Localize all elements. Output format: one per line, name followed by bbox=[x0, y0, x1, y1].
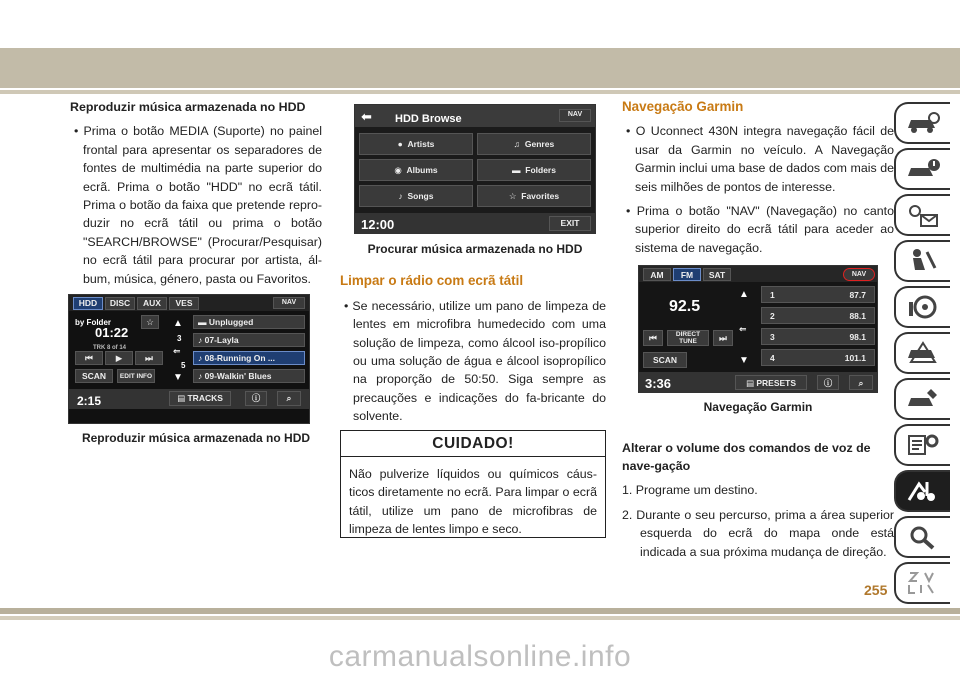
albums-button[interactable] bbox=[359, 159, 473, 181]
garmin-section-title: Navegação Garmin bbox=[622, 99, 744, 114]
tab-car-road[interactable] bbox=[894, 332, 950, 374]
step-1: 1. Programe um destino. bbox=[622, 483, 758, 498]
play-button[interactable]: ▶ bbox=[105, 351, 133, 365]
favorites-button[interactable] bbox=[477, 185, 591, 207]
presets-label: PRESETS bbox=[756, 377, 797, 388]
step-2: 2. Durante o seu percurso, prima a área superior esquerda do ecrã do mapa onde está indicada a sua próxima mudança de direção. bbox=[622, 507, 894, 559]
cleaning-section-title: Limpar o rádio com ecrã tátil bbox=[340, 273, 524, 289]
tab-disc[interactable]: DISC bbox=[105, 297, 135, 310]
tab-warning-lights[interactable] bbox=[894, 148, 950, 190]
preset-frequency: 98.1 bbox=[849, 331, 866, 342]
up-arrow-icon[interactable]: ▲ bbox=[173, 318, 183, 330]
list-icon: ▤ bbox=[745, 377, 757, 388]
hdd-play-bullet: • Prima o botão MEDIA (Suporte) no painel frontal para apresentar os separadores de fontes de multimédia na parte superior do ecrã. Prima o botão "HDD" no ecrã tátil. Prima o botão da faixa que pretende repro-duzir no ecrã tátil ou prima o botão "SEARCH/BROWSE" (Procurar/Pesquisar) no ecrã tátil para procurar por artista, ál-bum, música, género, pasta ou Favoritos. bbox=[74, 124, 322, 286]
column-3 bbox=[622, 98, 894, 561]
folders-label: Folders bbox=[525, 164, 556, 175]
track-layla[interactable] bbox=[193, 333, 305, 347]
bottom-line bbox=[0, 608, 960, 614]
radio-screen bbox=[638, 265, 878, 393]
track-label: 08-Running On ... bbox=[204, 352, 275, 363]
tab-steering-wheel[interactable] bbox=[894, 286, 950, 328]
hdd-browse-screen bbox=[354, 104, 596, 234]
folder-label: by Folder bbox=[75, 318, 112, 328]
down-arrow-icon[interactable]: ▼ bbox=[173, 372, 183, 384]
preset-frequency: 87.7 bbox=[849, 289, 866, 300]
info-button[interactable]: ⓘ bbox=[817, 375, 839, 390]
warning-lights-icon bbox=[905, 156, 941, 182]
bottom-line-light bbox=[0, 616, 960, 620]
page-number: 255 bbox=[864, 582, 888, 598]
clock: 2:15 bbox=[77, 394, 102, 409]
counter-top: 3 bbox=[177, 334, 182, 344]
steering-wheel-icon bbox=[905, 294, 941, 320]
preset-2[interactable] bbox=[761, 307, 875, 324]
preset-number: 1 bbox=[770, 289, 775, 300]
nav-button[interactable]: NAV bbox=[559, 109, 591, 122]
top-band bbox=[0, 48, 960, 88]
songs-label: Songs bbox=[407, 190, 434, 201]
preset-3[interactable] bbox=[761, 328, 875, 345]
garmin-caption: Navegação Garmin bbox=[703, 400, 813, 415]
seek-back-button[interactable]: ⏮ bbox=[643, 330, 663, 346]
tab-car-info[interactable] bbox=[894, 102, 950, 144]
tab-alphabet-index[interactable] bbox=[894, 562, 950, 604]
preset-frequency: 88.1 bbox=[849, 310, 866, 321]
music-note-icon: ♪ bbox=[198, 370, 205, 381]
albums-label: Albums bbox=[406, 164, 438, 175]
presets-button[interactable] bbox=[735, 375, 807, 390]
favorite-button[interactable]: ☆ bbox=[141, 315, 159, 329]
caution-body: Não pulverize líquidos ou químicos cáus-ticos diretamente no ecrã. Para limpar o ecrã tátil, utilize um pano de microfibras de limpeza de lentes limpo e seco. bbox=[349, 467, 597, 537]
star-icon: ☆ bbox=[508, 190, 522, 201]
add-icon[interactable]: ⇐ bbox=[739, 324, 747, 335]
person-icon: ● bbox=[397, 138, 408, 149]
tab-multimedia[interactable] bbox=[894, 470, 950, 512]
track-unplugged[interactable] bbox=[193, 315, 305, 329]
direct-tune-button[interactable]: DIRECT TUNE bbox=[667, 330, 709, 346]
alphabet-index-icon bbox=[905, 570, 941, 596]
frequency-display: 92.5 bbox=[669, 298, 701, 316]
up-arrow-icon[interactable]: ▲ bbox=[739, 289, 749, 301]
music-note-icon: ♪ bbox=[398, 190, 408, 201]
next-track-button[interactable]: ⏭ bbox=[135, 351, 163, 365]
hdd-browse-caption: Procurar música armazenada no HDD bbox=[367, 242, 583, 256]
counter-bottom: 5 bbox=[181, 361, 186, 371]
down-arrow-icon[interactable]: ▼ bbox=[739, 355, 749, 367]
preset-1[interactable] bbox=[761, 286, 875, 303]
preset-frequency: 101.1 bbox=[844, 352, 866, 363]
track-info: TRK 8 of 14 bbox=[93, 345, 127, 352]
top-line bbox=[0, 90, 960, 94]
preset-number: 3 bbox=[770, 331, 775, 342]
hdd-play-caption: Reproduzir música armazenada no HDD bbox=[81, 431, 311, 446]
tab-ves[interactable]: VES bbox=[169, 297, 199, 310]
edit-info-button[interactable]: EDIT INFO bbox=[117, 369, 155, 383]
preset-number: 4 bbox=[770, 352, 775, 363]
artists-button[interactable] bbox=[359, 133, 473, 155]
garmin-bullet-1: • O Uconnect 430N integra navegação fácil de usar da Garmin no veículo. A Navegação Garmin inclui uma base de dados com mais de seis milhões de pontos de interesse. bbox=[626, 124, 894, 194]
favorites-label: Favorites bbox=[521, 190, 560, 201]
folder-icon: ▬ bbox=[512, 164, 526, 175]
caution-title: CUIDADO! bbox=[341, 431, 605, 457]
browse-title: HDD Browse bbox=[395, 113, 462, 125]
clock: 12:00 bbox=[361, 217, 395, 232]
garmin-bullet-2: • Prima o botão "NAV" (Navegação) no canto superior direito do ecrã tátil para aceder ao sistema de navegação. bbox=[626, 204, 894, 255]
lights-mail-icon bbox=[905, 202, 941, 228]
tab-car-service[interactable] bbox=[894, 378, 950, 420]
chapter-tabs bbox=[894, 102, 950, 608]
track-label: 07-Layla bbox=[204, 334, 239, 345]
preset-number: 2 bbox=[770, 310, 775, 321]
preset-4[interactable] bbox=[761, 349, 875, 366]
caution-box bbox=[340, 430, 606, 538]
genres-button[interactable] bbox=[477, 133, 591, 155]
tab-seat-safety[interactable] bbox=[894, 240, 950, 282]
track-label: Unplugged bbox=[208, 316, 254, 327]
previous-track-button[interactable]: ⏮ bbox=[75, 351, 103, 365]
search-index-icon bbox=[905, 524, 941, 550]
car-service-icon bbox=[905, 386, 941, 412]
tracks-label: TRACKS bbox=[187, 393, 223, 404]
watermark: carmanualsonline.info bbox=[328, 640, 632, 673]
tab-sat[interactable]: SAT bbox=[703, 268, 731, 281]
play-time: 01:22 bbox=[95, 325, 129, 341]
artists-label: Artists bbox=[407, 138, 435, 149]
tab-search-index[interactable] bbox=[894, 516, 950, 558]
info-button[interactable]: ⓘ bbox=[245, 391, 267, 406]
column-1 bbox=[70, 98, 322, 447]
clock: 3:36 bbox=[645, 376, 672, 392]
disc-icon: ◉ bbox=[394, 164, 407, 175]
back-arrow-icon[interactable]: ⬅ bbox=[361, 109, 372, 124]
songs-button[interactable] bbox=[359, 185, 473, 207]
add-icon[interactable]: ⇐ bbox=[173, 346, 181, 357]
specs-gear-icon bbox=[905, 432, 941, 458]
nav-button[interactable]: NAV bbox=[843, 268, 875, 281]
tracks-button[interactable] bbox=[169, 391, 231, 406]
tab-hdd[interactable]: HDD bbox=[73, 297, 103, 310]
folders-button[interactable] bbox=[477, 159, 591, 181]
seat-safety-icon bbox=[905, 248, 941, 274]
list-icon: ▤ bbox=[177, 393, 188, 404]
cleaning-bullet: • Se necessário, utilize um pano de limpeza de lentes em microfibra humedecido com uma solução de limpeza, como álcool iso-propílico ou uma solução de água e álcool isopropílico na proporção de 50:50. Siga sempre as precauções e indicações do fa-bricante do solvente. bbox=[344, 298, 606, 424]
tab-am[interactable]: AM bbox=[643, 268, 671, 281]
scan-button[interactable]: SCAN bbox=[643, 352, 687, 368]
multimedia-icon bbox=[905, 478, 941, 504]
track-running-on[interactable] bbox=[193, 351, 305, 365]
nav-button[interactable]: NAV bbox=[273, 297, 305, 309]
voice-volume-heading: Alterar o volume dos comandos de voz de nave-gação bbox=[622, 440, 871, 474]
car-road-icon bbox=[905, 340, 941, 366]
search-button[interactable]: ⌕ bbox=[849, 375, 873, 390]
genres-label: Genres bbox=[524, 138, 555, 149]
music-note-icon: ♪ bbox=[198, 352, 205, 363]
folder-icon: ▬ bbox=[198, 316, 209, 327]
tab-fm[interactable]: FM bbox=[673, 268, 701, 281]
track-label: 09-Walkin' Blues bbox=[204, 370, 272, 381]
exit-button[interactable]: EXIT bbox=[549, 216, 591, 231]
tab-aux[interactable]: AUX bbox=[137, 297, 167, 310]
hdd-play-heading: Reproduzir música armazenada no HDD bbox=[70, 100, 306, 114]
tab-specs-gear[interactable] bbox=[894, 424, 950, 466]
seek-forward-button[interactable]: ⏭ bbox=[713, 330, 733, 346]
car-info-icon bbox=[905, 110, 941, 136]
music-note-icon: ♪ bbox=[198, 334, 205, 345]
guitar-icon: ♫ bbox=[513, 138, 525, 149]
tab-lights-mail[interactable] bbox=[894, 194, 950, 236]
search-button[interactable]: ⌕ bbox=[277, 391, 301, 406]
hdd-play-screen bbox=[68, 294, 310, 424]
track-walkin-blues[interactable] bbox=[193, 369, 305, 383]
scan-button[interactable]: SCAN bbox=[75, 369, 113, 383]
column-2 bbox=[340, 98, 606, 426]
